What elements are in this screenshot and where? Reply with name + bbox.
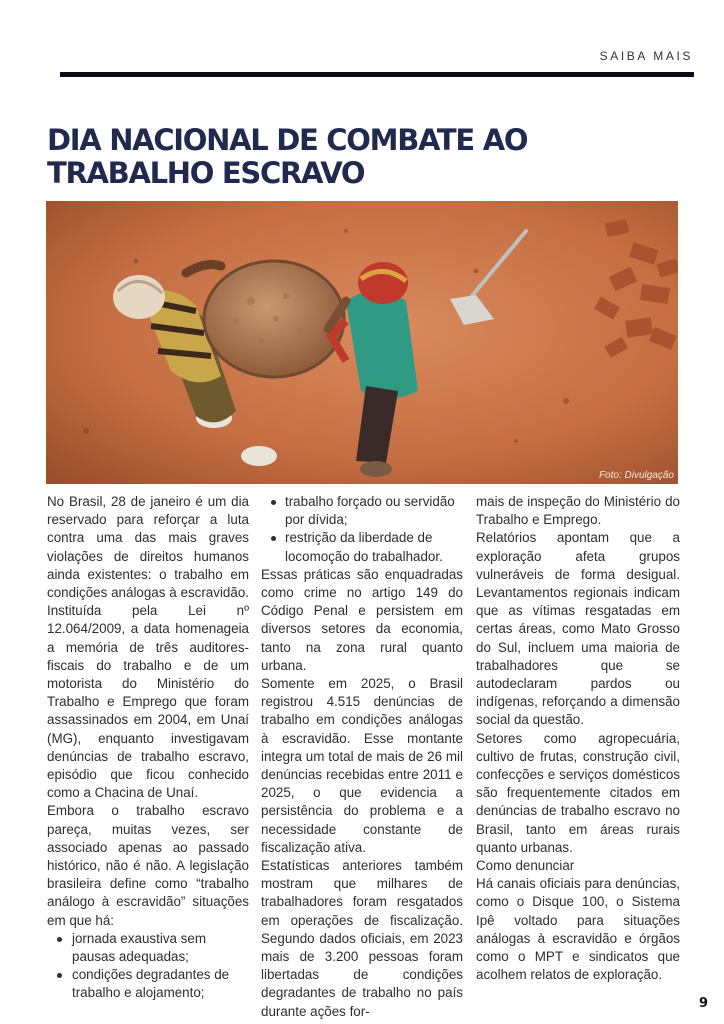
- paragraph: Essas práticas são enquadradas como crime no artigo 149 do Código Penal e persistem em diversos setores da economia, tanto na zona rural quanto urbana.: [261, 566, 463, 673]
- paragraph: Setores como agropecuária, cultivo de frutas, construção civil, confecções e serviços domésticos são frequentemente citados em denúncias de trabalho escravo no Brasil, tanto em áreas rurais quanto urbanas.: [476, 730, 680, 855]
- paragraph: Estatísticas anteriores também mostram que milhares de trabalhadores foram resgatados em operações de fiscalização. Segundo dados oficiais, em 2023 mais de 3.200 pessoas foram libertadas de condições degradantes de trabalho no país durante ações for-: [261, 858, 463, 1019]
- article-photo: [46, 201, 678, 484]
- photo-illustration: [46, 201, 678, 484]
- photo-credit: Foto: Divulgação: [598, 470, 674, 481]
- article-column-3: [476, 493, 680, 984]
- paragraph: Relatórios apontam que a exploração afeta grupos vulneráveis de forma desigual. Levantamentos regionais indicam que as vítimas resgatadas em certas áreas, como Mato Grosso do Sul, incluem uma maioria de trabalhadores que se autodeclaram pardos ou indígenas, reforçando a dimensão social da questão.: [476, 530, 680, 728]
- page-number: 9: [698, 996, 708, 1011]
- list-item: trabalho forçado ou servidão por dívida;: [261, 493, 463, 529]
- article-column-1: [47, 493, 249, 1003]
- subheading: Como denunciar: [476, 858, 575, 874]
- list-item: condições degradantes de trabalho e alojamento;: [47, 966, 249, 1002]
- list-item: jornada exaustiva sem pausas adequadas;: [47, 930, 249, 966]
- paragraph: mais de inspeção do Ministério do Trabalho e Emprego.: [476, 494, 680, 528]
- article-column-2: [261, 493, 463, 1021]
- paragraph: No Brasil, 28 de janeiro é um dia reservado para reforçar a luta contra uma das mais graves violações de direitos humanos ainda existentes: o trabalho em condições análogas à escravidão. Instituída pela Lei nº 12.064/2009, a data homenageia a memória de três auditores-fiscais do trabalho e de um motorista do Ministério do Trabalho e Emprego que foram assassinados em 2004, em Unaí (MG), enquanto investigavam denúncias de trabalho escravo, episódio que ficou conhecido como a Chacina de Unaí.: [47, 494, 249, 801]
- paragraph: Embora o trabalho escravo pareça, muitas vezes, ser associado apenas ao passado histórico, não é não. A legislação brasileira define como “trabalho análogo à escravidão” situações em que há:: [47, 803, 249, 928]
- header-rule: [60, 72, 694, 77]
- paragraph: Somente em 2025, o Brasil registrou 4.515 denúncias de trabalho em condições análogas à escravidão. Esse montante integra um total de mais de 26 mil denúncias recebidas entre 2011 e 2025, o que evidencia a persistência do problema e a necessidade constante de fiscalização ativa.: [261, 676, 463, 855]
- article-title: DIA NACIONAL DE COMBATE AO TRABALHO ESCRAVO: [47, 123, 528, 190]
- list-item: restrição da liberdade de locomoção do trabalhador.: [261, 529, 463, 565]
- bullet-list: [261, 493, 463, 566]
- section-kicker: SAIBA MAIS: [599, 49, 693, 63]
- paragraph: Há canais oficiais para denúncias, como o Disque 100, o Sistema Ipê voltado para situações análogas à escravidão e órgãos como o MPT e sindicatos que acolhem relatos de exploração.: [476, 876, 680, 983]
- bullet-list: [47, 930, 249, 1003]
